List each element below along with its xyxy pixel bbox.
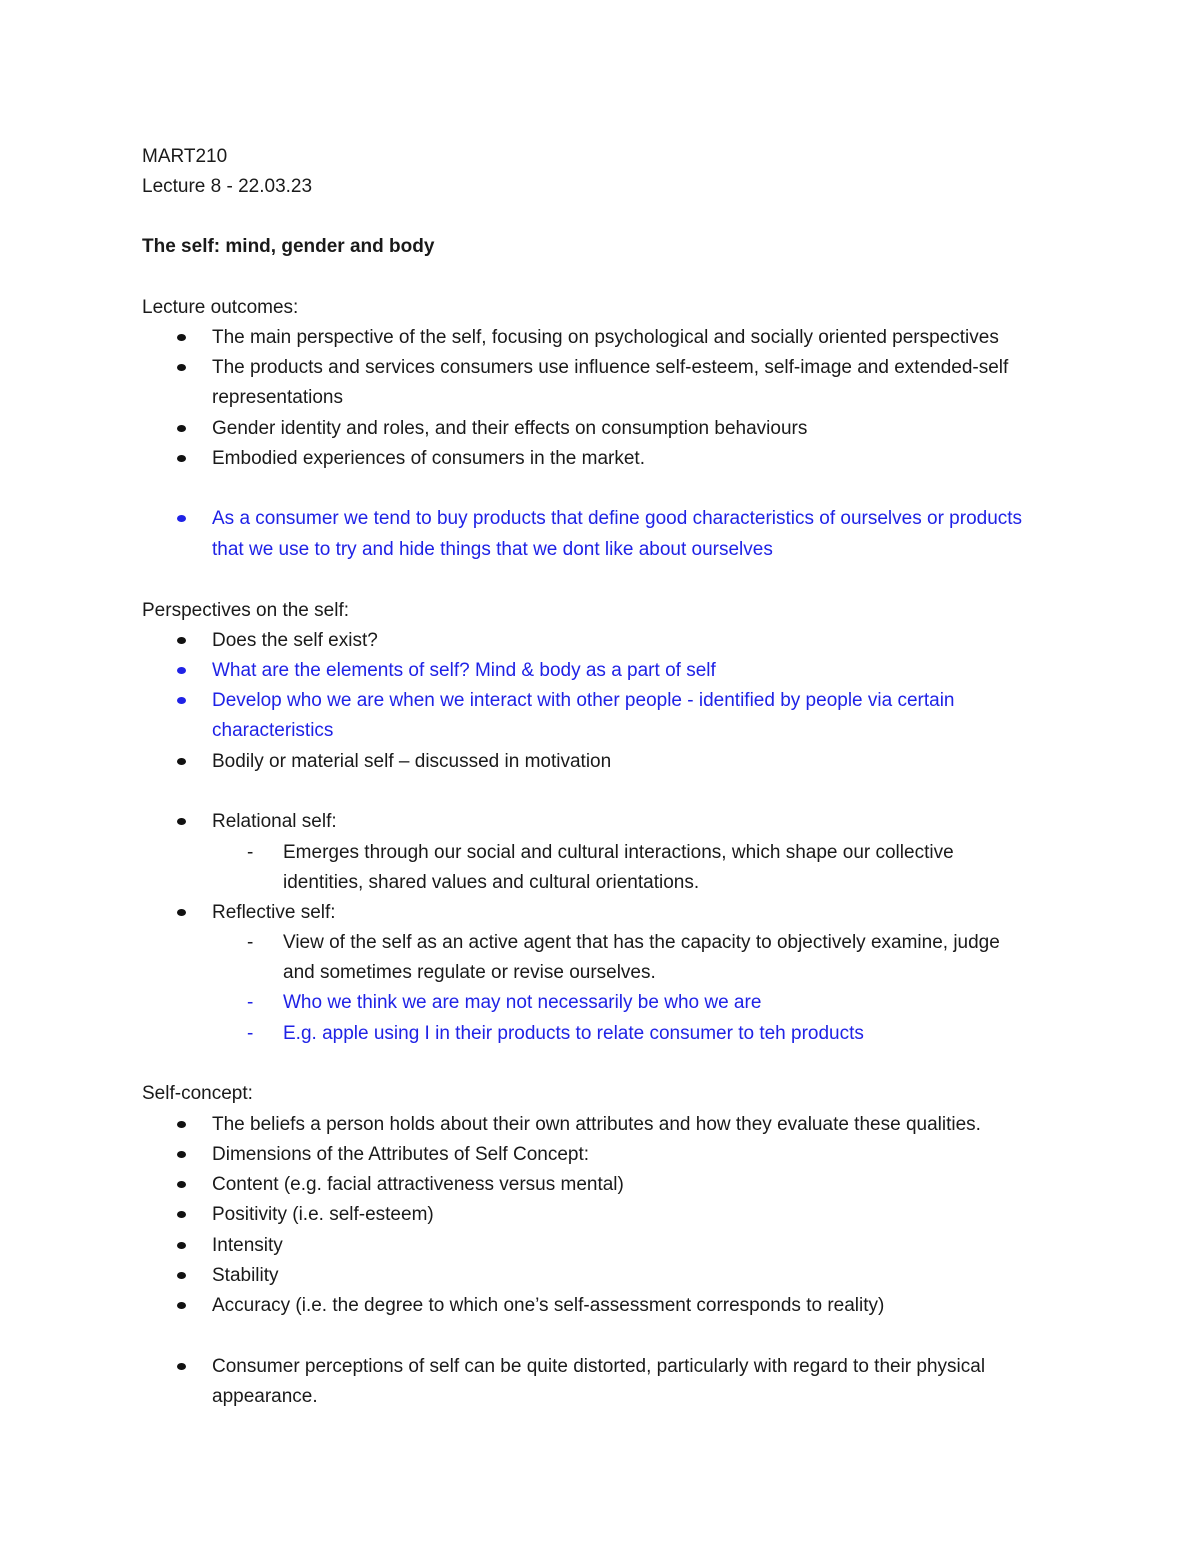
bullet-icon xyxy=(177,1242,186,1249)
bullet-icon xyxy=(177,364,186,371)
bullet-icon xyxy=(177,758,186,765)
list-item: The main perspective of the self, focusing on psychological and socially oriented perspectives xyxy=(212,327,999,348)
list-item: Content (e.g. facial attractiveness versus mental) xyxy=(212,1174,624,1195)
lecture-date: Lecture 8 - 22.03.23 xyxy=(142,176,313,197)
list-item: Accuracy (i.e. the degree to which one’s self-assessment corresponds to reality) xyxy=(212,1295,885,1316)
sub-item-continuation: and sometimes regulate or revise ourselves. xyxy=(283,962,656,983)
outcomes-heading: Lecture outcomes: xyxy=(142,297,299,318)
course-code: MART210 xyxy=(142,146,228,167)
dash-marker: - xyxy=(247,1023,254,1044)
reflective-self-label: Reflective self: xyxy=(212,902,336,923)
sub-item-continuation: identities, shared values and cultural orientations. xyxy=(283,872,700,893)
list-item: The beliefs a person holds about their own attributes and how they evaluate these qualities. xyxy=(212,1114,981,1135)
annotation-item: Develop who we are when we interact with other people - identified by people via certain xyxy=(212,690,955,711)
annotation-item: What are the elements of self? Mind & body as a part of self xyxy=(212,660,716,681)
bullet-icon xyxy=(177,1151,186,1158)
dash-marker: - xyxy=(247,932,254,953)
annotation-note: As a consumer we tend to buy products that define good characteristics of ourselves or products xyxy=(212,508,1023,529)
list-item-continuation: representations xyxy=(212,387,343,408)
sub-item: Emerges through our social and cultural interactions, which shape our collective xyxy=(283,842,954,863)
list-item: The products and services consumers use influence self-esteem, self-image and extended-self xyxy=(212,357,1009,378)
bullet-icon xyxy=(177,1211,186,1218)
perspectives-heading: Perspectives on the self: xyxy=(142,600,349,621)
relational-self-label: Relational self: xyxy=(212,811,337,832)
annotation-item-continuation: characteristics xyxy=(212,720,334,741)
list-item: Positivity (i.e. self-esteem) xyxy=(212,1204,434,1225)
bullet-icon xyxy=(177,1272,186,1279)
list-item: Consumer perceptions of self can be quite distorted, particularly with regard to their physical xyxy=(212,1356,986,1377)
self-concept-heading: Self-concept: xyxy=(142,1083,253,1104)
bullet-icon xyxy=(177,637,186,644)
list-item: Does the self exist? xyxy=(212,630,378,651)
annotation-sub-item: E.g. apple using I in their products to relate consumer to teh products xyxy=(283,1023,864,1044)
bullet-icon xyxy=(177,334,186,341)
list-item-continuation: appearance. xyxy=(212,1386,318,1407)
document-title: The self: mind, gender and body xyxy=(142,236,435,257)
list-item: Bodily or material self – discussed in motivation xyxy=(212,751,612,772)
list-item: Dimensions of the Attributes of Self Concept: xyxy=(212,1144,590,1165)
list-item: Embodied experiences of consumers in the market. xyxy=(212,448,645,469)
dash-marker: - xyxy=(247,992,254,1013)
bullet-icon xyxy=(177,1181,186,1188)
bullet-icon xyxy=(177,697,186,704)
bullet-icon xyxy=(177,818,186,825)
bullet-icon xyxy=(177,425,186,432)
annotation-sub-item: Who we think we are may not necessarily be who we are xyxy=(283,992,762,1013)
list-item: Stability xyxy=(212,1265,279,1286)
annotation-note-continuation: that we use to try and hide things that we dont like about ourselves xyxy=(212,539,773,560)
bullet-icon xyxy=(177,1363,186,1370)
dash-marker: - xyxy=(247,842,254,863)
list-item: Intensity xyxy=(212,1235,283,1256)
bullet-icon xyxy=(177,1121,186,1128)
bullet-icon xyxy=(177,1302,186,1309)
list-item: Gender identity and roles, and their effects on consumption behaviours xyxy=(212,418,808,439)
bullet-icon xyxy=(177,909,186,916)
bullet-icon xyxy=(177,455,186,462)
bullet-icon xyxy=(177,667,186,674)
bullet-icon xyxy=(177,515,186,522)
sub-item: View of the self as an active agent that has the capacity to objectively examine, judge xyxy=(283,932,1000,953)
